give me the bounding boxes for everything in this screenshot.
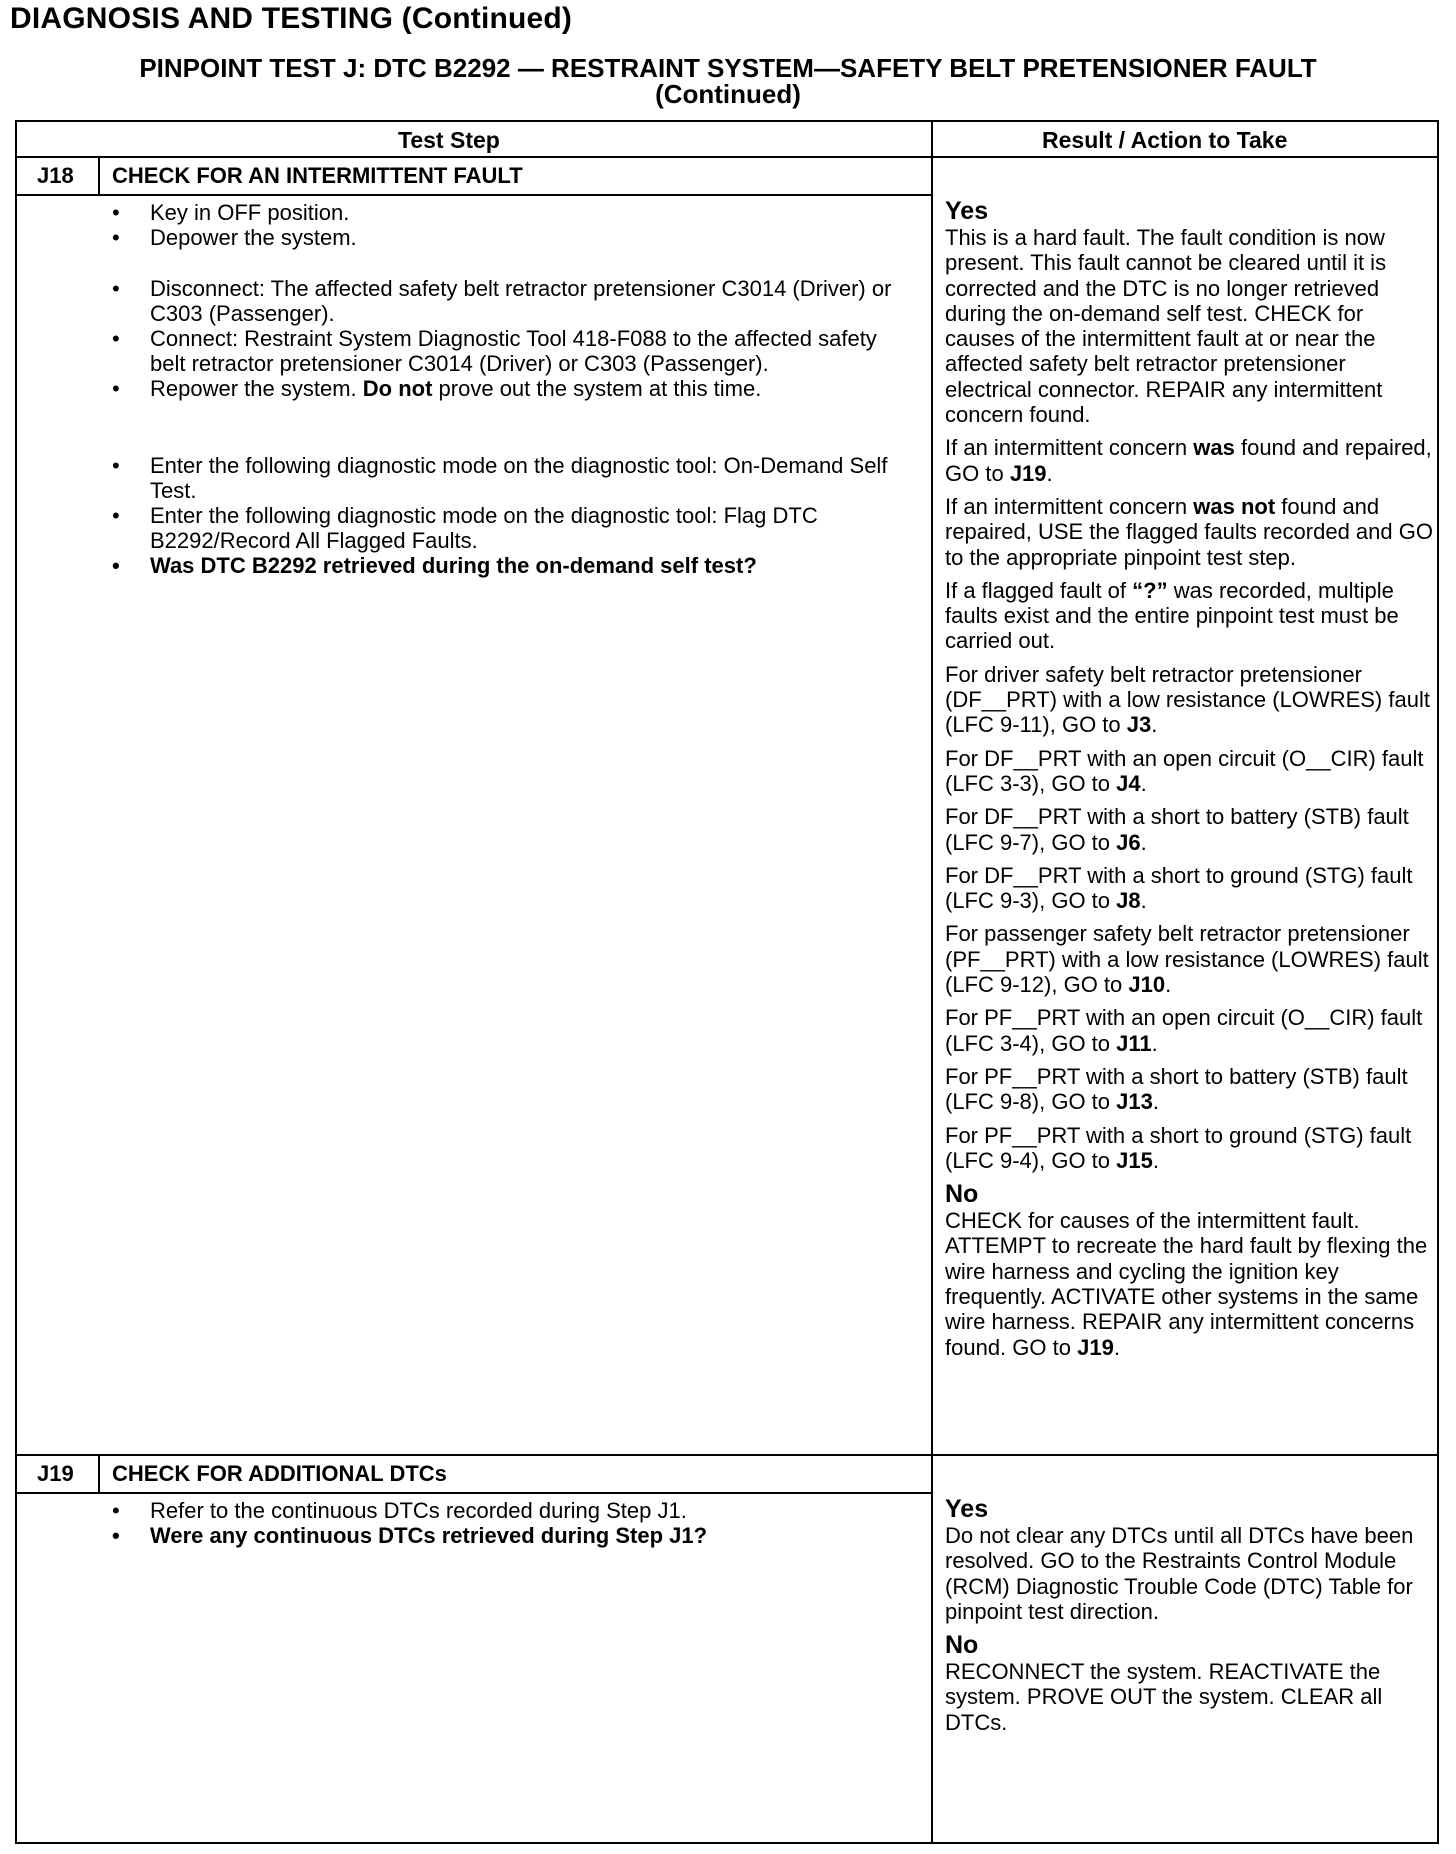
result-paragraph: If an intermittent concern was found and repaired, GO to J19. [945,435,1432,486]
test-title: PINPOINT TEST J: DTC B2292 — RESTRAINT SYSTEM—SAFETY BELT PRETENSIONER FAULT [139,53,1317,83]
result-paragraph: This is a hard fault. The fault condition is now present. This fault cannot be cleared until it is corrected and the DTC is no longer retrieved during the on-demand self test. CHECK for causes of the intermittent fault at or near the affected safety belt retractor pretensioner electrical connector. REPAIR any intermittent concern found. [945,225,1387,428]
no-label: No [945,1180,979,1209]
yes-label: Yes [945,1495,989,1523]
result-paragraph: For PF__PRT with an open circuit (O__CIR) fault (LFC 3-4), GO to J11. [945,1005,1423,1056]
id-divider-j18 [98,158,100,196]
list-item: • Connect: Restraint System Diagnostic Tool 418-F088 to the affected safety belt retractor pretensioner C3014 (Driver) or C303 (Passenger). [110,326,910,376]
list-item: • Repower the system. Do not prove out the system at this time. [110,376,910,401]
page-heading: DIAGNOSIS AND TESTING (Continued) [10,2,573,35]
j19-title-rule [15,1492,932,1494]
step-id: J18 [37,163,74,188]
result-paragraph: If an intermittent concern was not found and repaired, USE the flagged faults recorded and GO to the appropriate pinpoint test step. [945,493,1433,570]
id-divider-j19 [98,1456,100,1494]
j19-results [945,1496,1437,1735]
result-paragraph: RECONNECT the system. REACTIVATE the system. PROVE OUT the system. CLEAR all DTCs. [945,1659,1383,1735]
list-item: • Disconnect: The affected safety belt retractor pretensioner C3014 (Driver) or C303 (Passenger). [110,276,910,326]
header-result-action: Result / Action to Take [1042,127,1288,153]
j19-test-steps [110,1498,910,1548]
list-item: • Was DTC B2292 retrieved during the on-demand self test? [110,553,910,578]
step-title: CHECK FOR ADDITIONAL DTCs [112,1461,447,1486]
j19-row-rule [15,1454,1439,1456]
result-paragraph: If a flagged fault of “?” was recorded, multiple faults exist and the entire pinpoint test must be carried out. [945,577,1399,654]
result-paragraph: For PF__PRT with a short to battery (STB) fault (LFC 9-8), GO to J13. [945,1063,1408,1115]
result-paragraph: For DF__PRT with a short to ground (STG) fault (LFC 9-3), GO to J8. [945,862,1413,914]
j18-title-rule [15,194,932,196]
j18-test-steps [110,200,910,578]
result-paragraph: For driver safety belt retractor pretensioner (DF__PRT) with a low resistance (LOWRES) fault (LFC 9-11), GO to J3. [945,661,1430,738]
result-paragraph: CHECK for causes of the intermittent fault. ATTEMPT to recreate the hard fault by flexing the wire harness and cycling the ignition key frequently. ACTIVATE other systems in the same wire harness. REPAIR any intermittent concerns found. GO to J19. [945,1208,1428,1360]
list-item: • Enter the following diagnostic mode on the diagnostic tool: Flag DTC B2292/Record All Flagged Faults. [110,503,910,553]
list-item: • Enter the following diagnostic mode on the diagnostic tool: On-Demand Self Test. [110,453,910,503]
test-title-continued: (Continued) [655,79,801,109]
column-divider [931,120,933,1844]
j18-results [945,198,1437,1360]
list-item: • Key in OFF position. [110,200,910,225]
list-item: • Were any continuous DTCs retrieved during Step J1? [110,1523,910,1548]
result-paragraph: For PF__PRT with a short to ground (STG) fault (LFC 9-4), GO to J15. [945,1122,1412,1173]
yes-label: Yes [945,197,989,225]
no-label: No [945,1631,979,1660]
list-item: • Depower the system. [110,225,910,250]
result-paragraph: For DF__PRT with a short to battery (STB) fault (LFC 9-7), GO to J6. [945,804,1409,855]
result-paragraph: For DF__PRT with an open circuit (O__CIR) fault (LFC 3-3), GO to J4. [945,745,1424,796]
step-id: J19 [37,1461,74,1486]
list-item: • Refer to the continuous DTCs recorded during Step J1. [110,1498,910,1523]
result-paragraph: Do not clear any DTCs until all DTCs have been resolved. GO to the Restraints Control Module (RCM) Diagnostic Trouble Code (DTC) Table for pinpoint test direction. [945,1523,1414,1624]
header-rule [15,156,1439,158]
header-test-step: Test Step [398,127,500,153]
step-title: CHECK FOR AN INTERMITTENT FAULT [112,163,523,188]
result-paragraph: For passenger safety belt retractor pretensioner (PF__PRT) with a low resistance (LOWRES) fault (LFC 9-12), GO to J10. [945,921,1429,998]
